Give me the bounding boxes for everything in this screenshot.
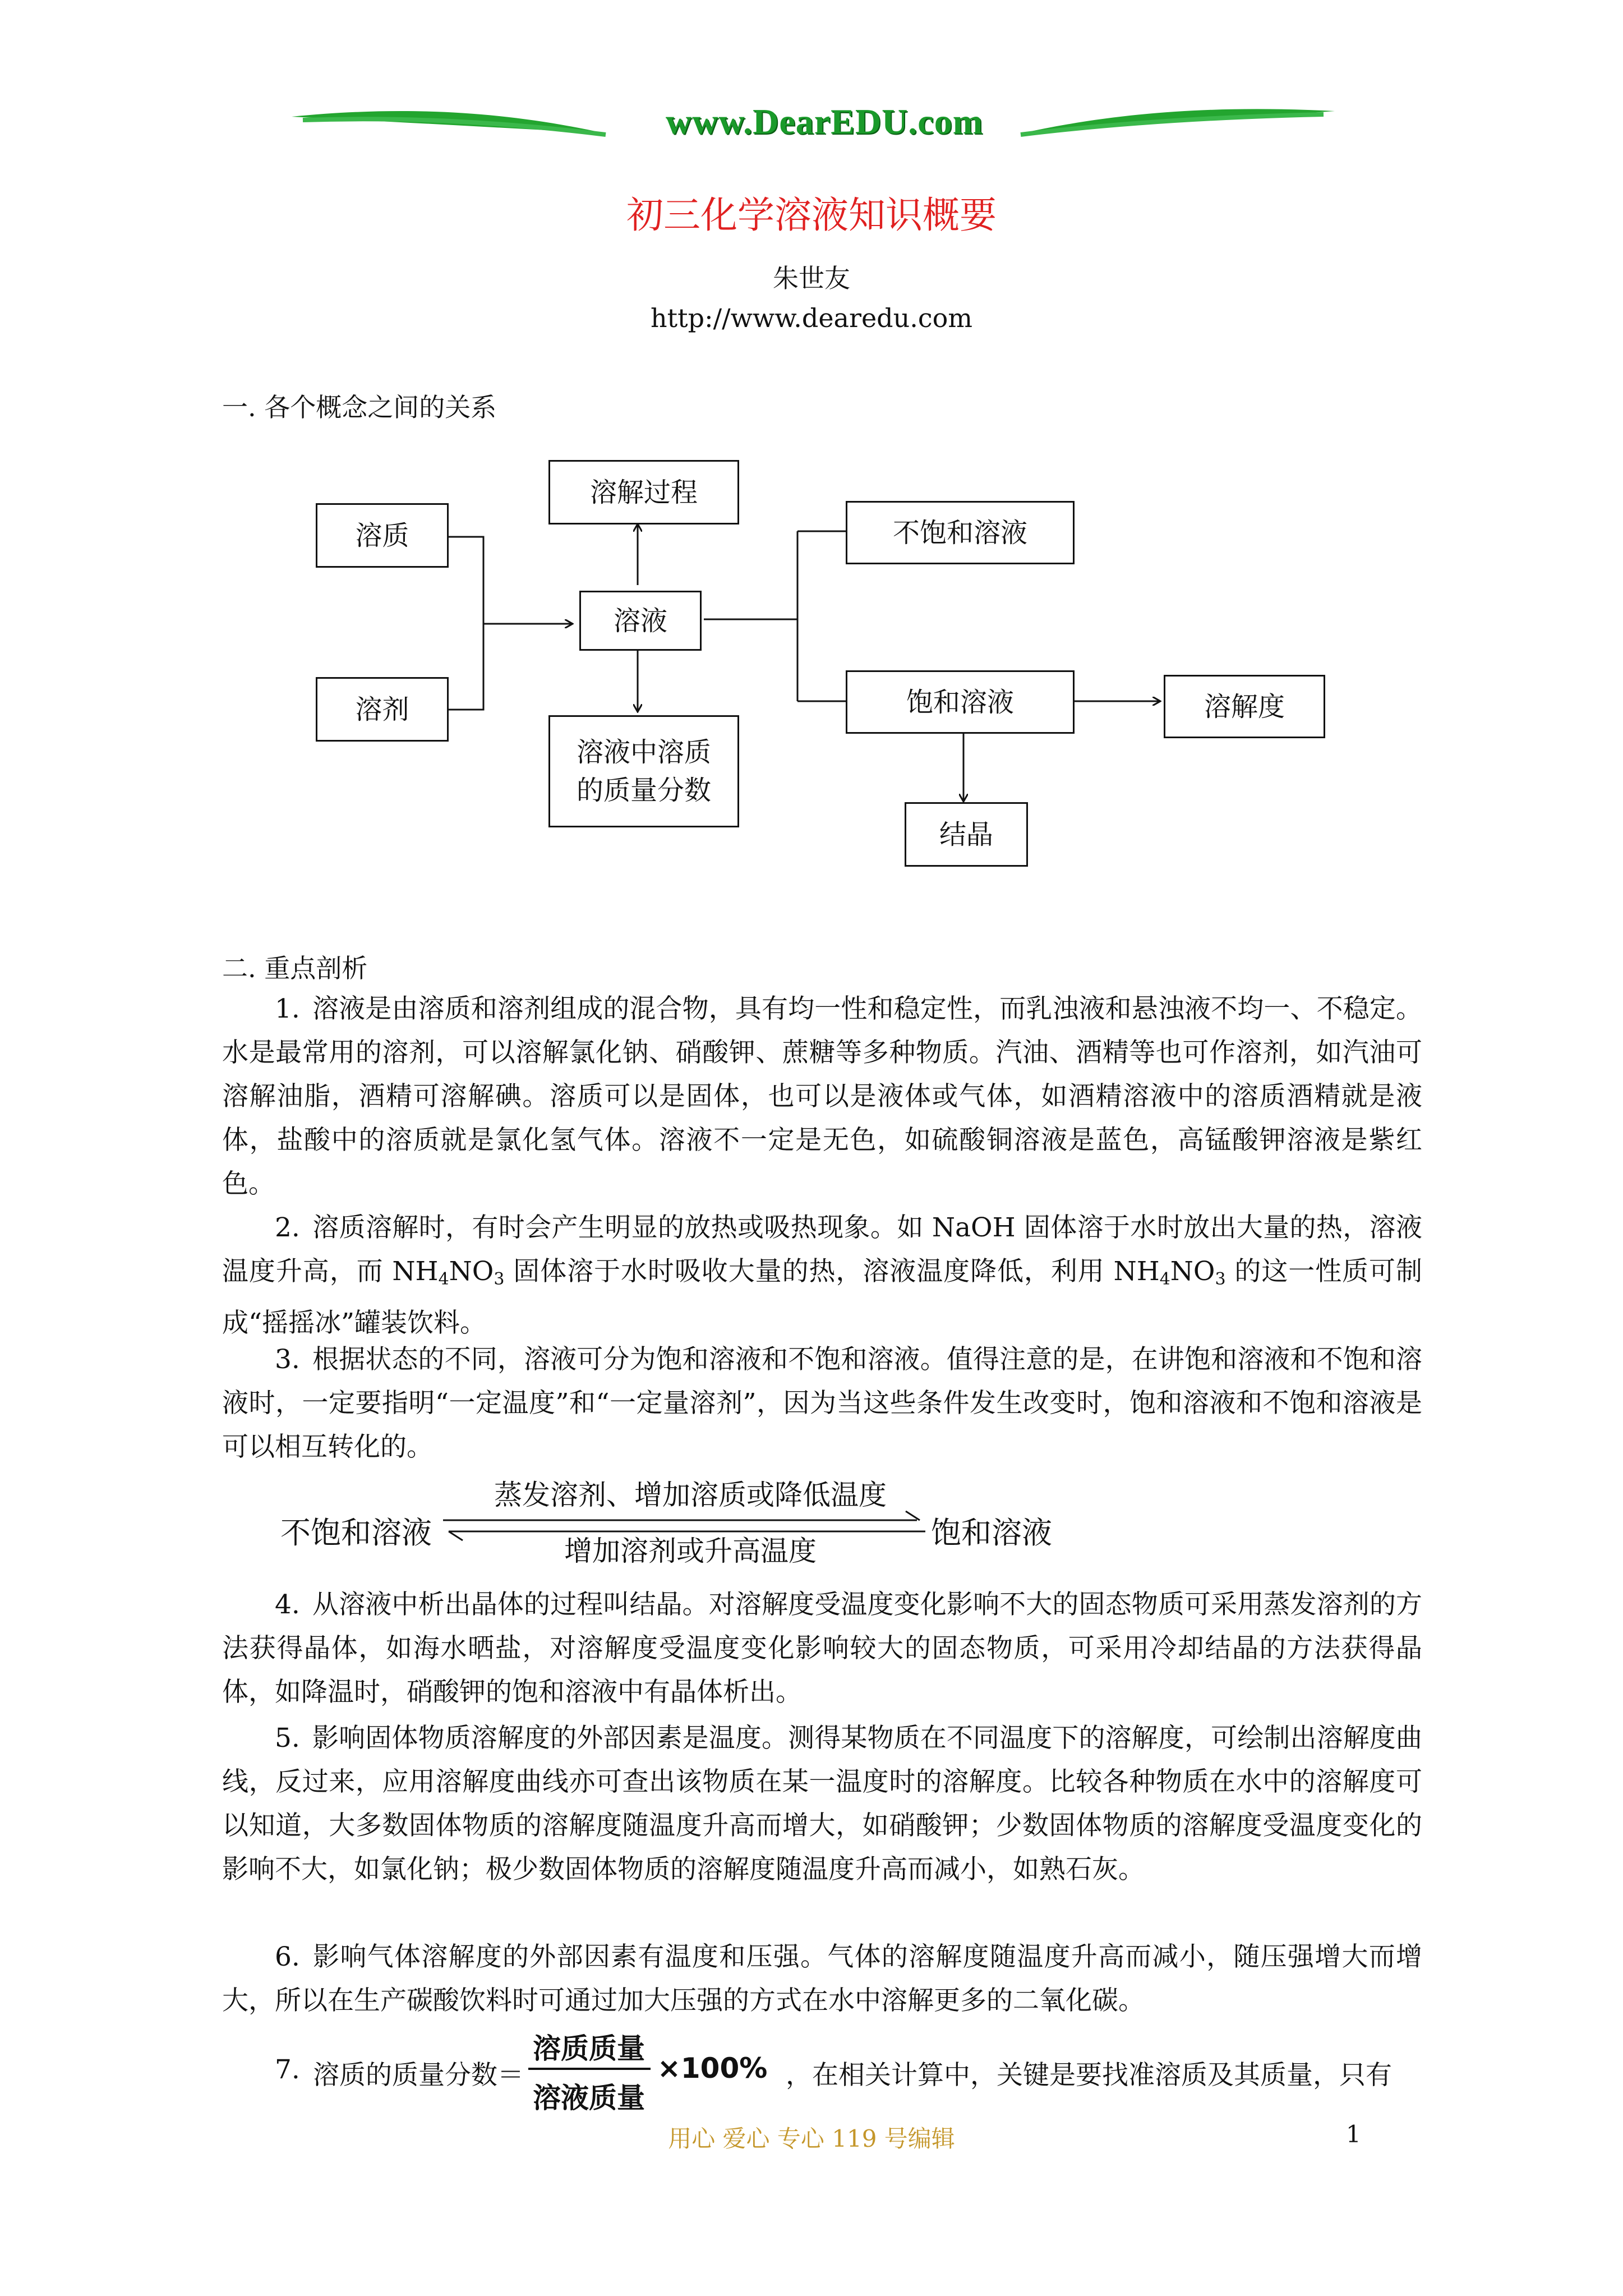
node-solubility: 溶解度 xyxy=(1164,675,1325,738)
subscript: 3 xyxy=(1215,1269,1226,1289)
node-solvent: 溶剂 xyxy=(316,677,449,742)
subscript: 4 xyxy=(438,1269,449,1289)
paragraph-text: 影响固体物质溶解度的外部因素是温度。测得某物质在不同温度下的溶解度，可绘制出溶解度曲线，反过来，应用溶解度曲线亦可查出该物质在某一温度时的溶解度。比较各种物质在水中的溶解度可以知道，大多数固体物质的溶解度随温度升高而增大，如硝酸钾；少数固体物质的溶解度受温度变化的影响不大，如氯化钠；极少数固体物质的溶解度随温度升高而减小，如熟石灰。 xyxy=(222,1723,1422,1885)
paragraph-text: 影响气体溶解度的外部因素有温度和压强。气体的溶解度随温度升高而减小，随压强增大而增大，所以在生产碳酸饮料时可通过加大压强的方式在水中溶解更多的二氧化碳。 xyxy=(222,1941,1422,2016)
paragraph-text: NO xyxy=(1170,1256,1215,1287)
paragraph-2 xyxy=(222,1206,1422,1345)
paragraph-text: 固体溶于水时吸收大量的热，溶液温度降低，利用 NH xyxy=(504,1256,1160,1287)
section-heading-relations: 一. 各个概念之间的关系 xyxy=(222,392,497,422)
node-mass-fraction-line1: 溶液中溶质 xyxy=(576,737,711,768)
node-solution: 溶液 xyxy=(579,591,702,651)
node-unsaturated-solution: 不饱和溶液 xyxy=(846,501,1075,564)
node-solute: 溶质 xyxy=(316,503,449,568)
paragraph-number: 2. xyxy=(275,1212,300,1243)
equation-right-term: 饱和溶液 xyxy=(931,1515,1052,1550)
section-heading-key-points: 二. 重点剖析 xyxy=(222,953,368,983)
equation-forward-condition: 蒸发溶剂、增加溶质或降低温度 xyxy=(494,1479,887,1511)
paragraph-text: 的这一性质可制成“摇摇冰”罐装饮料。 xyxy=(222,1256,1422,1338)
fraction-bar xyxy=(528,2068,651,2070)
paragraph-3 xyxy=(222,1338,1422,1469)
node-saturated-solution: 饱和溶液 xyxy=(846,670,1075,734)
paragraph-text: ，在相关计算中，关键是要找准溶质及其质量，只有 xyxy=(786,2060,1392,2091)
paragraph-number: 1. xyxy=(275,993,300,1024)
paragraph-4 xyxy=(222,1583,1422,1714)
paragraph-7 xyxy=(222,2032,1422,2114)
node-mass-fraction-line2: 的质量分数 xyxy=(576,775,711,806)
node-dissolving-process: 溶解过程 xyxy=(548,460,739,524)
node-crystallization: 结晶 xyxy=(905,802,1028,867)
paragraph-number: 4. xyxy=(275,1589,300,1620)
subscript: 4 xyxy=(1159,1269,1170,1289)
equilibrium-arrows xyxy=(437,1509,931,1543)
paragraph-text: 从溶液中析出晶体的过程叫结晶。对溶解度受温度变化影响不大的固态物质可采用蒸发溶剂的方法获得晶体，如海水晒盐，对溶解度受温度变化影响较大的固态物质，可采用冷却结晶的方法获得晶体，如降温时，硝酸钾的饱和溶液中有晶体析出。 xyxy=(222,1589,1422,1708)
paragraph-number: 3. xyxy=(275,1344,300,1375)
subscript: 3 xyxy=(494,1269,505,1289)
node-mass-fraction xyxy=(548,715,739,827)
paragraph-5 xyxy=(222,1717,1422,1892)
page-number: 1 xyxy=(1346,2120,1361,2148)
paragraph-1 xyxy=(222,987,1422,1206)
site-logo-text[interactable]: www.DearEDU.com xyxy=(666,102,983,141)
formula-label: 溶质的质量分数＝ xyxy=(313,2060,524,2091)
footer-editor-note: 用心 爱心 专心 119 号编辑 xyxy=(668,2125,955,2152)
equation-left-term: 不饱和溶液 xyxy=(280,1515,432,1550)
paragraph-text: 溶液是由溶质和溶剂组成的混合物，具有均一性和稳定性，而乳浊液和悬浊液不均一、不稳定。水是最常用的溶剂，可以溶解氯化钠、硝酸钾、蔗糖等多种物质。汽油、酒精等也可作溶剂，如汽油可溶解油脂，酒精可溶解碘。溶质可以是固体，也可以是液体或气体，如酒精溶液中的溶质酒精就是液体，盐酸中的溶质就是氯化氢气体。溶液不一定是无色，如硫酸铜溶液是蓝色，高锰酸钾溶液是紫红色。 xyxy=(222,993,1422,1199)
formula-denominator: 溶液质量 xyxy=(533,2082,645,2114)
paragraph-text: 根据状态的不同，溶液可分为饱和溶液和不饱和溶液。值得注意的是，在讲饱和溶液和不饱和溶液时，一定要指明“一定温度”和“一定量溶剂”，因为当这些条件发生改变时，饱和溶液和不饱和溶液是可以相互转化的。 xyxy=(222,1344,1422,1462)
formula-multiplier: ×100% xyxy=(657,2052,768,2085)
equation-reverse-condition: 增加溶剂或升高温度 xyxy=(564,1535,817,1567)
paragraph-number: 6. xyxy=(275,1941,300,1972)
formula-numerator: 溶质质量 xyxy=(533,2032,645,2065)
author-name: 朱世友 xyxy=(773,263,850,293)
paragraph-number: 7. xyxy=(275,2054,300,2085)
paragraph-text: 溶质溶解时，有时会产生明显的放热或吸热现象。如 NaOH 固体溶于水时放出大量的热，溶液温度升高，而 NH xyxy=(222,1212,1422,1287)
document-title: 初三化学溶液知识概要 xyxy=(626,194,997,237)
source-url[interactable]: http://www.dearedu.com xyxy=(651,303,972,333)
paragraph-text: NO xyxy=(449,1256,494,1287)
paragraph-6 xyxy=(222,1935,1422,2023)
paragraph-number: 5. xyxy=(275,1723,300,1754)
